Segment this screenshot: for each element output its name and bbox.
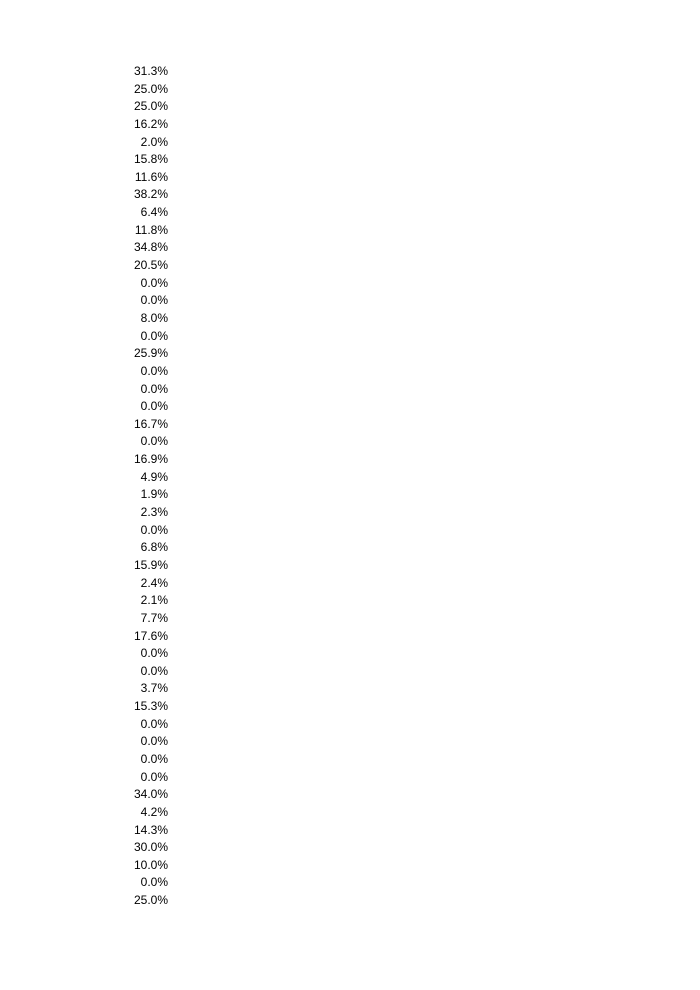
percentage-cell: 0.0%	[140, 363, 168, 378]
percentage-cell: 38.2%	[133, 187, 168, 202]
percentage-cell: 0.0%	[140, 663, 168, 678]
percentage-cell: 15.3%	[133, 699, 168, 714]
percentage-cell: 31.3%	[133, 64, 168, 78]
percentage-cell: 25.0%	[133, 893, 168, 908]
percentage-cell: 0.0%	[140, 399, 168, 414]
percentage-cell: 0.0%	[140, 522, 168, 537]
percentage-cell: 2.0%	[140, 134, 168, 149]
percentage-cell: 16.7%	[133, 416, 168, 431]
percentage-cell: 0.0%	[140, 293, 168, 308]
percentage-cell: 2.4%	[140, 575, 168, 590]
percentage-cell: 25.0%	[133, 99, 168, 114]
percentage-cell: 7.7%	[140, 610, 168, 625]
percentage-cell: 20.5%	[133, 258, 168, 273]
percentage-cell: 17.6%	[133, 628, 168, 643]
percentage-cell: 25.0%	[133, 81, 168, 96]
percentage-cell: 0.0%	[140, 434, 168, 449]
percentage-cell: 6.4%	[140, 205, 168, 220]
percentage-cell: 15.8%	[133, 152, 168, 167]
percentage-cell: 0.0%	[140, 769, 168, 784]
percentage-cell: 16.9%	[133, 452, 168, 467]
percentage-cell: 14.3%	[133, 822, 168, 837]
percentage-cell: 30.0%	[133, 840, 168, 855]
percentage-cell: 16.2%	[133, 116, 168, 131]
percentage-cell: 0.0%	[140, 275, 168, 290]
percentage-cell: 0.0%	[140, 381, 168, 396]
percentage-cell: 0.0%	[140, 734, 168, 749]
percentage-cell: 2.1%	[140, 593, 168, 608]
percentage-cell: 15.9%	[133, 557, 168, 572]
percentage-cell: 8.0%	[140, 310, 168, 325]
percentage-cell: 11.8%	[134, 222, 168, 237]
percentage-cell: 10.0%	[133, 857, 168, 872]
percentage-cell: 2.3%	[140, 505, 168, 520]
percentage-cell: 0.0%	[140, 328, 168, 343]
percentage-cell: 0.0%	[140, 751, 168, 766]
percentage-cell: 6.8%	[140, 540, 168, 555]
percentage-cell: 0.0%	[140, 875, 168, 890]
percentage-cell: 3.7%	[140, 681, 168, 696]
percentage-cell: 0.0%	[140, 646, 168, 661]
percentage-cell: 34.8%	[133, 240, 168, 255]
percentage-column	[118, 63, 168, 910]
percentage-cell: 4.9%	[140, 469, 168, 484]
percentage-cell: 0.0%	[140, 716, 168, 731]
percentage-cell: 34.0%	[133, 787, 168, 802]
percentage-cell: 25.9%	[133, 346, 168, 361]
percentage-cell: 11.6%	[134, 169, 168, 184]
percentage-cell: 1.9%	[140, 487, 168, 502]
percentage-cell: 4.2%	[140, 804, 168, 819]
